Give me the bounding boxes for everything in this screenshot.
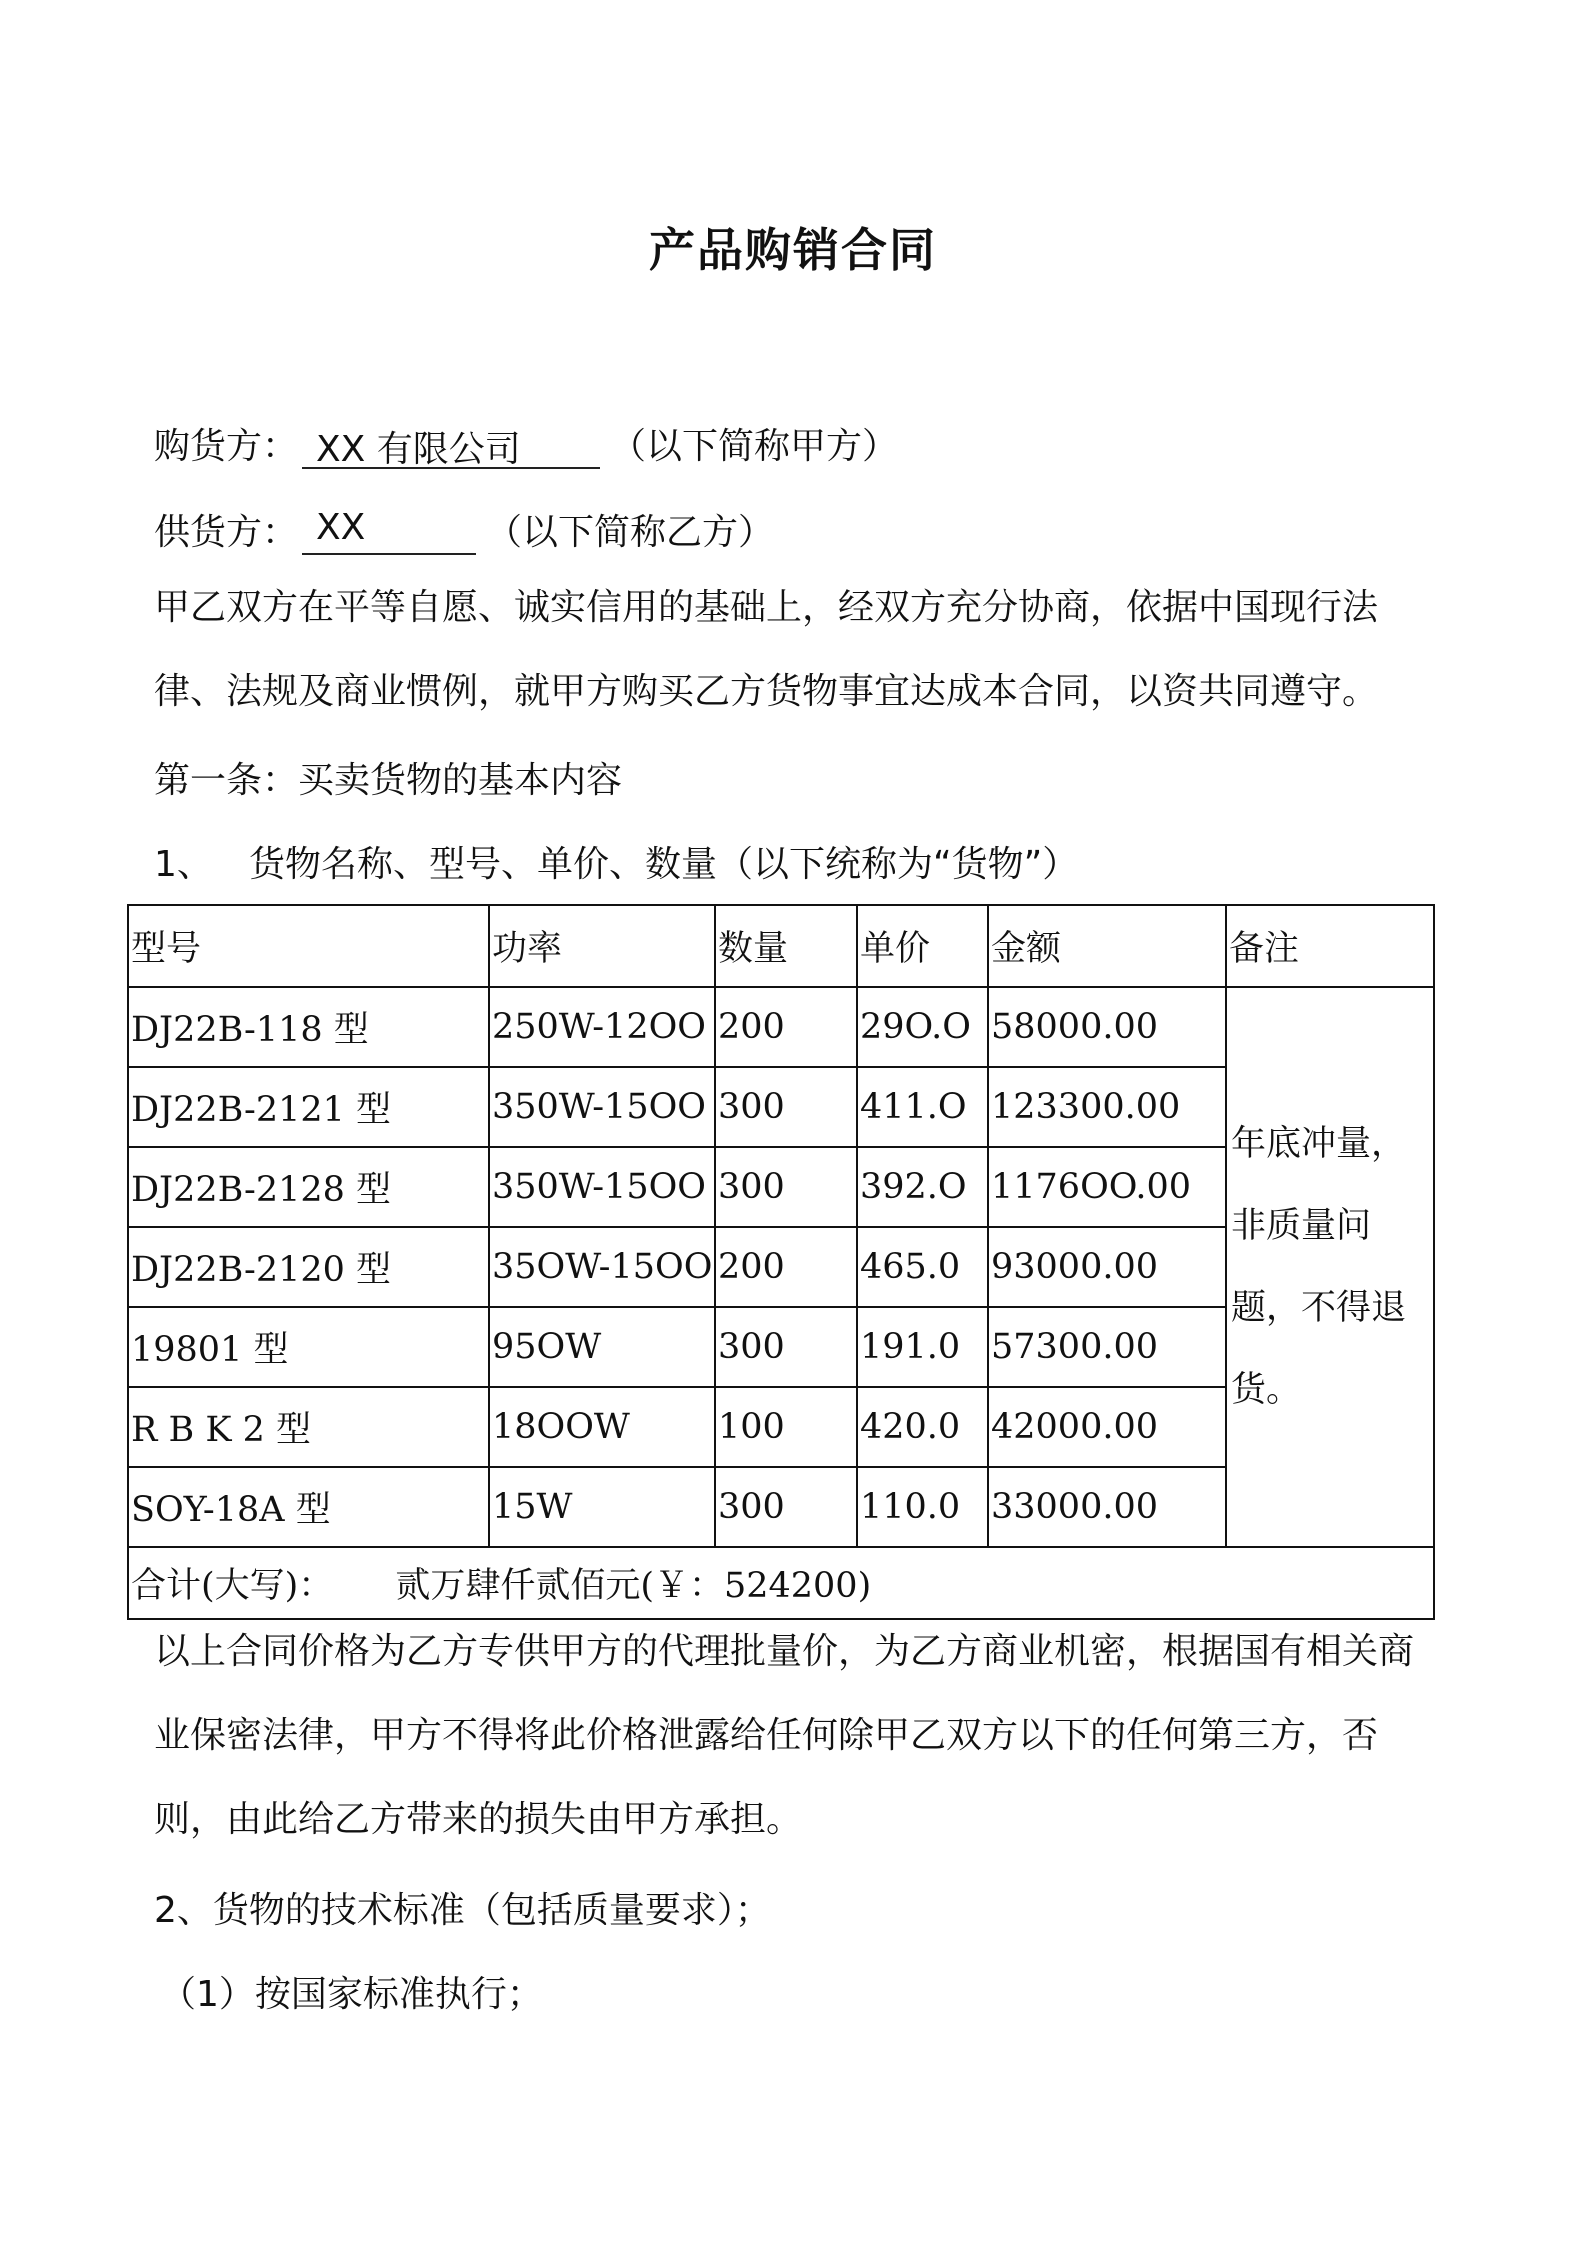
seller-value: XX [302,507,476,555]
quantity-cell: 200 [715,1227,857,1307]
price-cell: 29O.O [857,987,988,1067]
model-cell: DJ22B-2120 型 [128,1227,489,1307]
quantity-cell: 100 [715,1387,857,1467]
quantity-cell: 300 [715,1307,857,1387]
quantity-cell: 300 [715,1147,857,1227]
item-1-number: 1、 [154,844,213,885]
buyer-label: 购货方： [154,426,299,467]
header-cell: 单价 [857,905,988,987]
buyer-line [154,418,898,469]
model-cell: DJ22B-118 型 [128,987,489,1067]
price-cell: 465.0 [857,1227,988,1307]
article-1-heading: 第一条：买卖货物的基本内容 [154,760,623,801]
model-cell: 19801 型 [128,1307,489,1387]
total-cell [128,1547,1434,1619]
seller-label: 供货方： [154,512,299,553]
total-value: 贰万肆仟贰佰元(￥：524200) [395,1566,872,1606]
header-cell: 数量 [715,905,857,987]
power-cell: 350W-15OO [489,1147,715,1227]
goods-table [127,904,1435,1620]
price-cell: 392.O [857,1147,988,1227]
model-cell: SOY-18A 型 [128,1467,489,1547]
power-cell: 35OW-15OO [489,1227,715,1307]
model-cell: R B K 2 型 [128,1387,489,1467]
item-1-line [154,836,1078,887]
header-cell: 功率 [489,905,715,987]
amount-cell: 123300.00 [988,1067,1226,1147]
quantity-cell: 300 [715,1467,857,1547]
buyer-suffix: （以下简称甲方） [610,426,899,467]
document-title: 产品购销合同 [649,223,937,277]
amount-cell: 1176OO.00 [988,1147,1226,1227]
seller-line [154,504,774,555]
quantity-cell: 200 [715,987,857,1067]
header-cell: 备注 [1226,905,1434,987]
amount-cell: 33000.00 [988,1467,1226,1547]
intro-paragraph: 甲乙双方在平等自愿、诚实信用的基础上，经双方充分协商，依据中国现行法律、法规及商业惯例，就甲方购买乙方货物事宜达成本合同，以资共同遵守。 [154,587,1379,712]
price-cell: 411.O [857,1067,988,1147]
amount-cell: 93000.00 [988,1227,1226,1307]
power-cell: 250W-12OO [489,987,715,1067]
power-cell: 95OW [489,1307,715,1387]
price-cell: 420.0 [857,1387,988,1467]
header-cell: 金额 [988,905,1226,987]
seller-suffix: （以下简称乙方） [486,512,775,553]
item-2-heading: 2、货物的技术标准（包括质量要求）； [154,1890,771,1931]
item-2-1-line: （1）按国家标准执行； [160,1974,543,2015]
total-label: 合计(大写)： [131,1566,334,1606]
model-cell: DJ22B-2121 型 [128,1067,489,1147]
amount-cell: 57300.00 [988,1307,1226,1387]
header-cell: 型号 [128,905,489,987]
remark-cell: 年底冲量，非质量问题，不得退货。 [1226,987,1434,1547]
quantity-cell: 300 [715,1067,857,1147]
buyer-value: XX 有限公司 [302,421,600,469]
confidentiality-paragraph: 以上合同价格为乙方专供甲方的代理批量价，为乙方商业机密，根据国有相关商业保密法律，甲方不得将此价格泄露给任何除甲乙双方以下的任何第三方，否则，由此给乙方带来的损失由甲方承担。 [154,1631,1415,1840]
power-cell: 15W [489,1467,715,1547]
item-1-text: 货物名称、型号、单价、数量（以下统称为“货物”） [249,844,1079,885]
table-header-row [128,905,1434,987]
power-cell: 18OOW [489,1387,715,1467]
amount-cell: 42000.00 [988,1387,1226,1467]
price-cell: 110.0 [857,1467,988,1547]
amount-cell: 58000.00 [988,987,1226,1067]
model-cell: DJ22B-2128 型 [128,1147,489,1227]
table-total-row [128,1547,1434,1619]
table-row [128,987,1434,1067]
power-cell: 350W-15OO [489,1067,715,1147]
price-cell: 191.0 [857,1307,988,1387]
